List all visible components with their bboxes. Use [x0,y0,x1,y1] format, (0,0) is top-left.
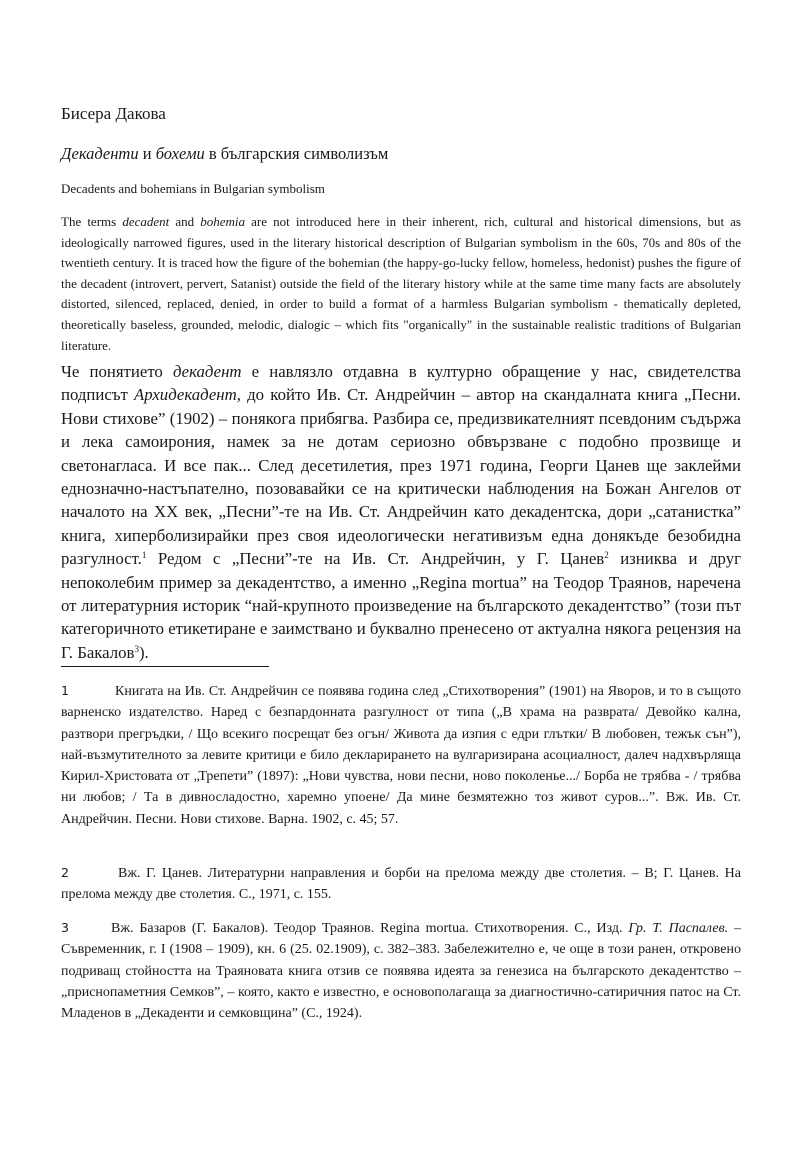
body-term-archidecadent: Архидекадент [134,385,237,405]
footnote-number: 3 [61,920,69,935]
body-text: , до който Ив. Ст. Андрейчин – автор на скандалната книга „Песни. Нови стихове” (1902) – понякога прибягва. Разбира се, предизвикателният псевдоним съдържа и лека самоирония, намек за не дотам сериозно обвързване с подобно прозвище и светонагласа. И все пак... След десетилетия, през 1971 година, Георги Цанев ще заклейми еднозначно-настъпателно, позовавайки се на критически наблюдения на Божан Ангелов от началото на XX век, „Песни”-те на Ив. Ст. Андрейчин като декадентска, дори „сатанистка” книга, хиперболизирайки през своя идеологически негативизъм една донякъде безобидна разгулност. [61,385,741,569]
footnote-text: Книгата на Ив. Ст. Андрейчин се появява година след „Стихотворения” (1901) на Яворов, и то в същото варненско издателство. Наред с безпардонната разгулност от типа („В храма на разврата/ Девойко кална, разтвори прегръдки, / Що всекиго посрещат без огън/ Живота да изпия с едри глътки/ В любовен, тежък сън”), най-възмутителното за левите критици е било декларирането на вулгаризирана асоциалност, далеч надхвърляща Кирил-Христовата от „Трепети” (1897): „Нови чувства, нови песни, ново поколенье.../ Борба не трябва - / трябва ни любов; / Та в дивносладостно, харемно упоене/ Да мине безмятежно тоз живот суров...”. Вж. Ив. Ст. Андрейчин. Песни. Нови стихове. Варна. 1902, с. 45; 57. [61,684,741,827]
footnote-ref-3[interactable]: 3 [134,643,139,654]
title-word-bohemians: бохеми [155,144,205,163]
abstract-text: The terms [61,214,123,229]
body-text: изниква и друг непоколебим пример за декадентство, а именно „Regina mortua” на Теодор Траянов, наречена от литературния историк “най-крупното произведение на българското декадентство” (този път категоричното етикетиране е заимствано и буквално пренесено от актуална някога рецензия на Г. Бакалов [61,549,742,662]
body-text: е навлязло отдавна в културно обращение у нас, свидетелства подписът [61,362,741,405]
footnote-3 [61,917,741,1024]
body-term-decadent: декадент [172,362,242,381]
footnote-text: Вж. Базаров (Г. Бакалов). Теодор Траянов. Regina mortua. Стихотворения. С., Изд. [111,921,629,936]
footnote-number: 1 [61,683,69,698]
title-rest: в българския символизъм [204,144,389,163]
footnote-1 [61,680,741,830]
body-text: ). [138,642,149,662]
footnote-2 [61,862,741,906]
body-paragraph [61,360,741,664]
english-title: Decadents and bohemians in Bulgarian symbolism [61,181,325,196]
footnote-separator [61,666,269,667]
article-title [61,144,388,164]
footnote-text: –Съвременник, г. I (1908 – 1909), кн. 6 (25. 02.1909), с. 382–383. Забележително е, че още в този ранен, откровено подриващ стойността на Траяновата книга отзив се появява идеята за генезиса на българското декадентство – „приснопаметния Семков”, – която, както е известно, е основополагаща за диагностично-сатиричния патос на Ст. Младенов в „Декаденти и семковщина” (С., 1924). [61,921,742,1022]
abstract-text: are not introduced here in their inherent, rich, cultural and historical dimensions, but as ideologically narrowed figures, used in the literary historical description of Bulgarian symbolism in the 60s, 70s and 80s of the twentieth century. It is traced how the figure of the bohemian (the happy-go-lucky fellow, homeless, hedonist) pushes the figure of the decadent (introvert, pervert, Satanist) outside the field of the literary history while at the same time many facts are absolutely distorted, silenced, replaced, denied, in order to build a format of a harmless Bulgarian symbolism - thematically depleted, theoretically baseless, grounded, melodic, dialogic – which fits "organically" in the sustainable realistic traditions of Bulgarian literature. [61,214,741,353]
title-word-decadents: Декаденти [61,144,139,163]
title-and: и [138,144,156,163]
abstract-term-bohemia: bohemia [200,214,246,229]
footnote-number: 2 [61,865,69,880]
body-text: Че понятието [61,362,173,381]
abstract-text: and [169,214,201,229]
footnote-text: Вж. Г. Цанев. Литературни направления и борби на прелома между две столетия. – В; Г. Цанев. На прелома между две столетия. С., 1971, с. 155. [61,866,741,903]
footnote-ref-2[interactable]: 2 [604,550,609,561]
footnote-ref-1[interactable]: 1 [141,550,147,561]
abstract-term-decadent: decadent [122,214,170,229]
author-name: Бисера Дакова [61,104,166,123]
body-text: Редом с „Песни”-те на Ив. Ст. Андрейчин, у Г. Цанев [146,549,605,569]
footnote-publisher: Гр. Т. Паспалев. [628,921,729,936]
abstract-paragraph [61,212,741,356]
